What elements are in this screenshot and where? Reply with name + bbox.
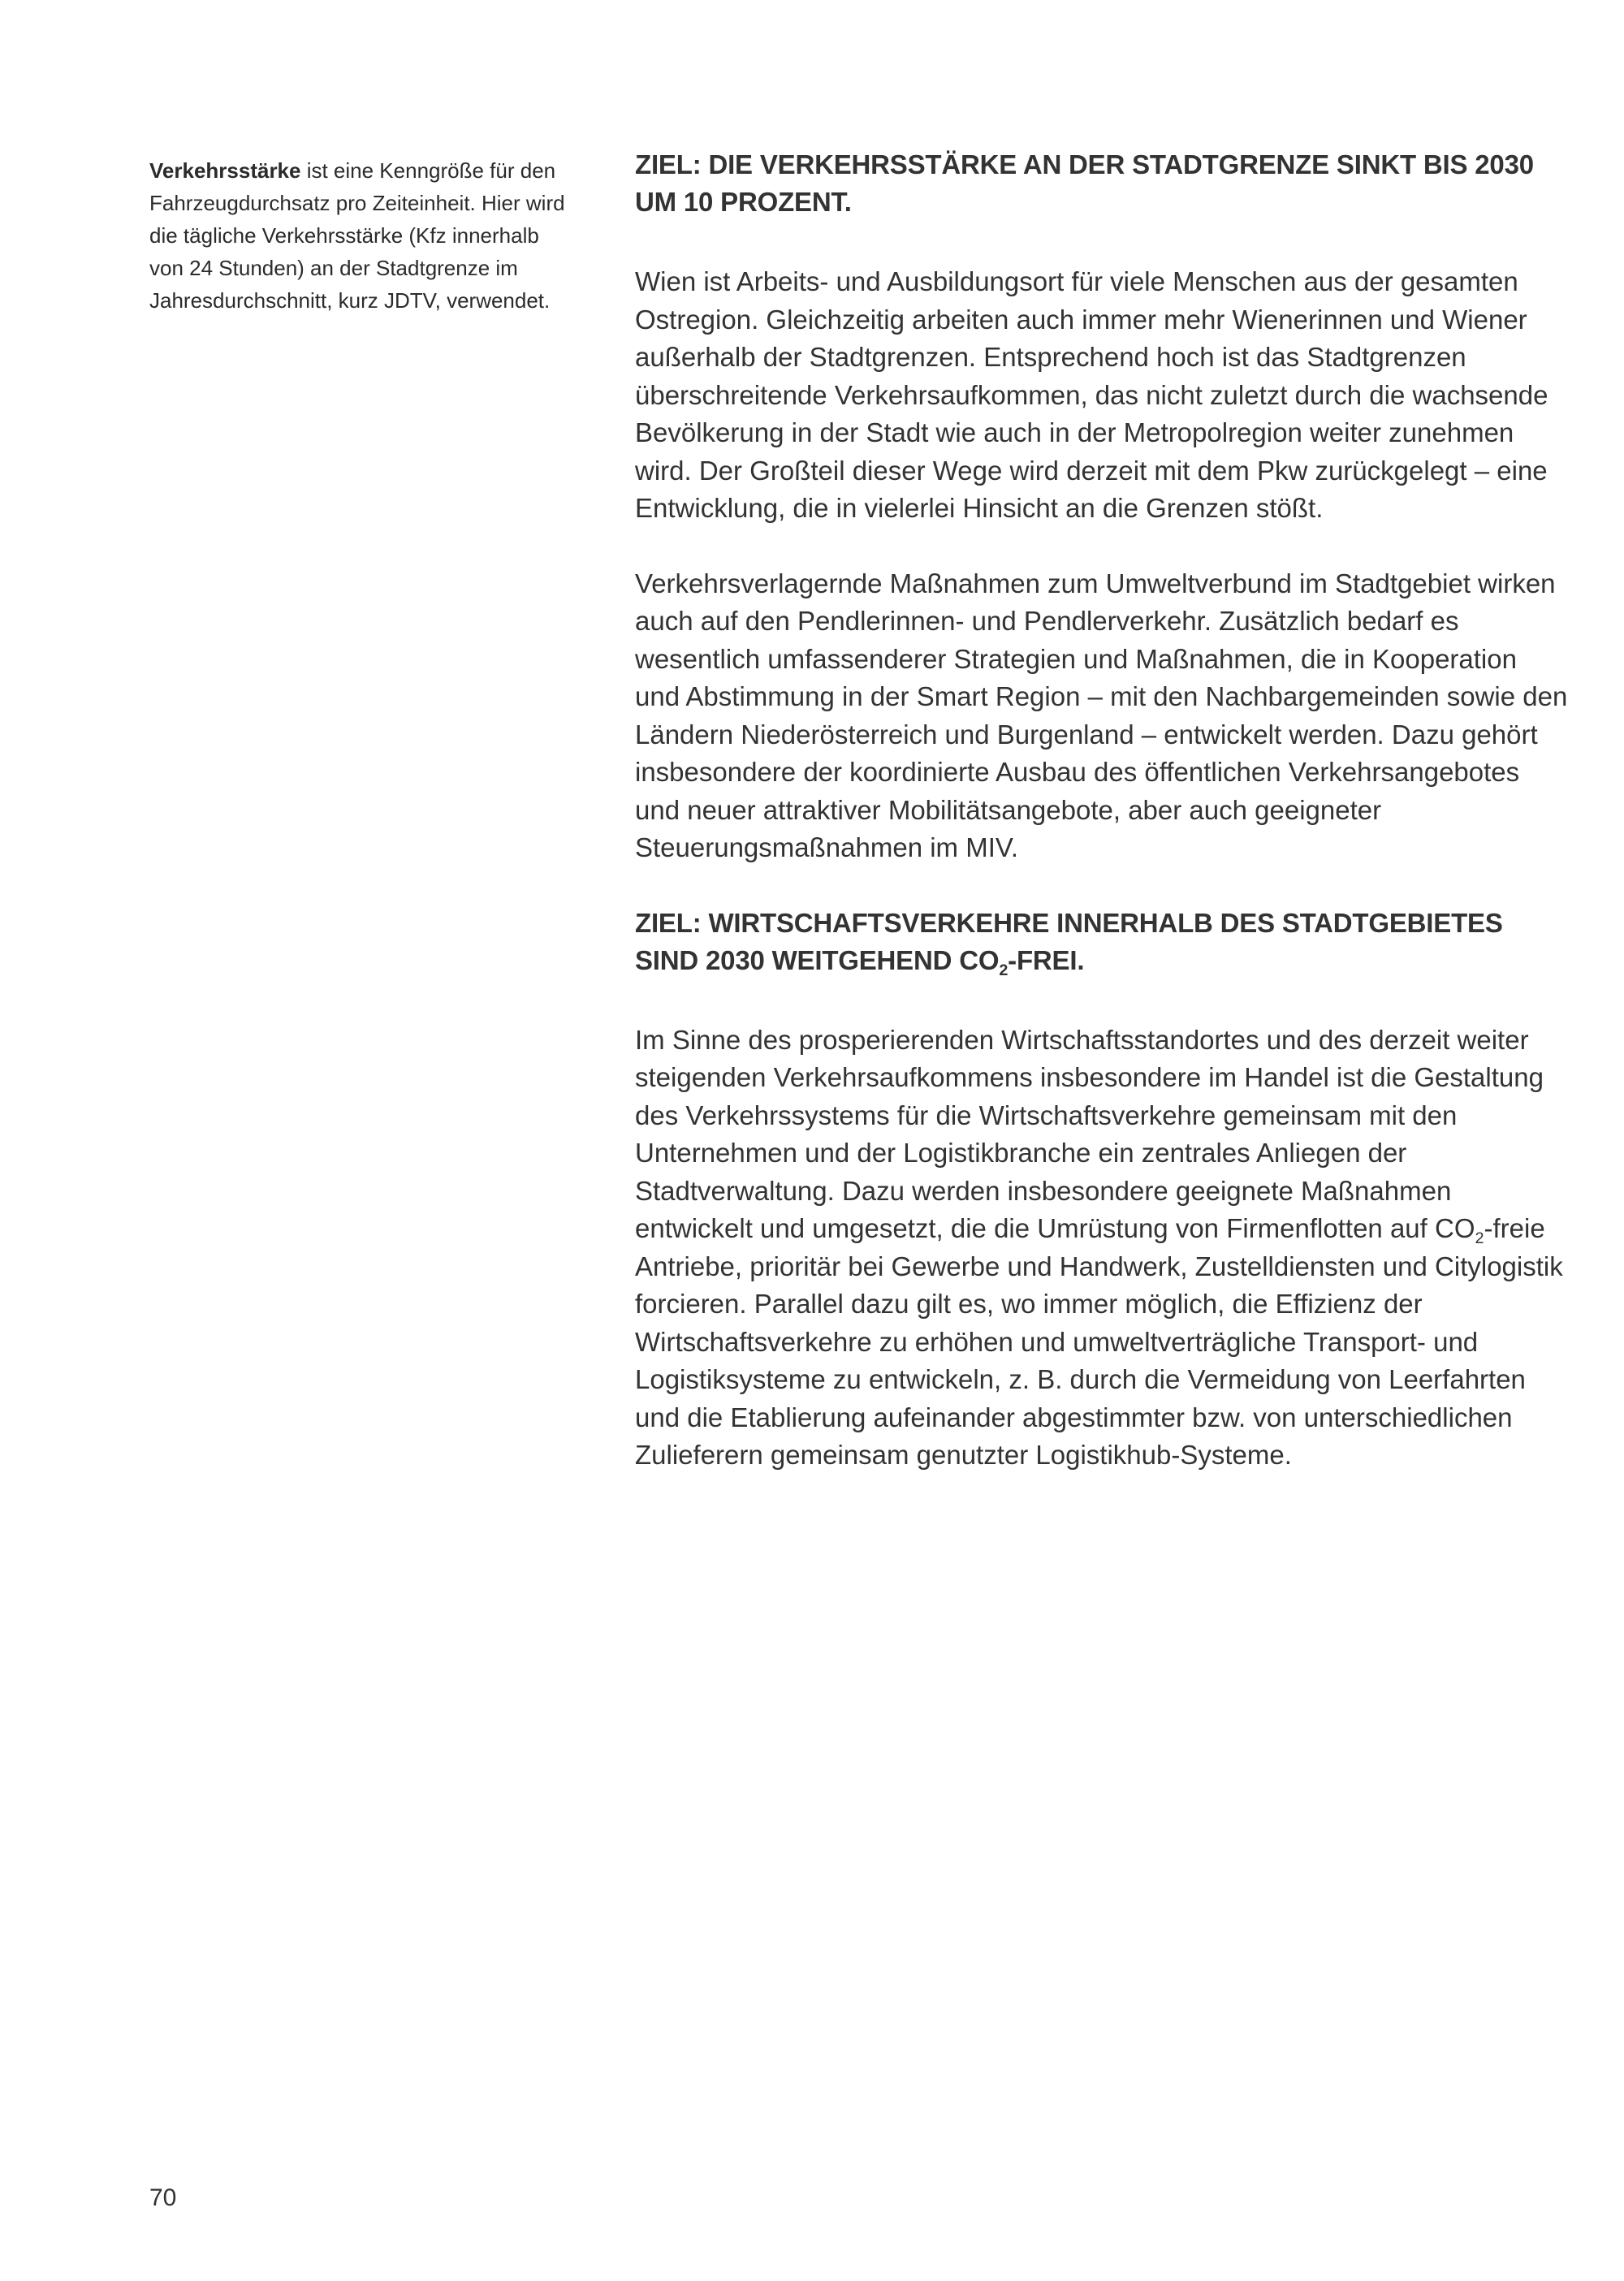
section1-heading: ZIEL: DIE VERKEHRSSTÄRKE AN DER STADTGRENZE SINKT BIS 2030 UM 10 PROZENT. — [635, 149, 1534, 217]
section2-heading-text: ZIEL: WIRTSCHAFTSVERKEHRE INNERHALB DES STADTGEBIETES SIND 2030 WEITGEHEND CO — [635, 907, 1503, 975]
section2-paragraph-suffix: -freie Antriebe, prioritär bei Gewerbe und Handwerk, Zustelldiensten und Citylogistik forcieren. Parallel dazu gilt es, wo immer möglich, die Effizienz der Wirtschaftsverkehre zu erhöhen und umweltverträgliche Transport- und Logistiksysteme zu entwickeln, z. B. durch die Vermeidung von Leerfahrten und die Etablierung aufeinander abgestimmter bzw. von unterschiedlichen Zulieferern gemeinsam genutzter Logistikhub-Systeme. — [635, 1213, 1563, 1470]
page-number: 70 — [149, 2184, 177, 2211]
sidenote-text: ist eine Kenngröße für den Fahrzeugdurchsatz pro Zeiteinheit. Hier wird die tägliche Verkehrsstärke (Kfz innerhalb von 24 Stunden) an der Stadtgrenze im Jahresdurchschnitt, kurz JDTV, verwendet. — [149, 158, 565, 313]
section2-heading-suffix: -FREI. — [1008, 944, 1085, 975]
section2-paragraph-subscript: 2 — [1475, 1229, 1484, 1247]
main-content — [635, 146, 1569, 1512]
section2-heading — [635, 905, 1569, 979]
section1-paragraph1: Wien ist Arbeits- und Ausbildungsort für viele Menschen aus der gesamten Ostregion. Gleichzeitig arbeiten auch immer mehr Wienerinnen und Wiener außerhalb der Stadtgrenzen. Entsprechend hoch ist das Stadtgrenzen überschreitende Verkehrsaufkommen, das nicht zuletzt durch die wachsende Bevölkerung in der Stadt wie auch in der Metropolregion weiter zunehmen wird. Der Großteil dieser Wege wird derzeit mit dem Pkw zurückgelegt – eine Entwicklung, die in vielerlei Hinsicht an die Grenzen stößt. — [635, 266, 1548, 523]
section2-paragraph-text: Im Sinne des prosperierenden Wirtschaftsstandortes und des derzeit weiter steigenden Verkehrsaufkommens insbesondere im Handel ist die Gestaltung des Verkehrssystems für die Wirtschaftsverkehre gemeinsam mit den Unternehmen und der Logistikbranche ein zentrales Anliegen der Stadtverwaltung. Dazu werden insbesondere geeignete Maßnahmen entwickelt und umgesetzt, die die Umrüstung von Firmenflotten auf CO — [635, 1024, 1544, 1243]
sidenote-term: Verkehrsstärke — [149, 158, 301, 183]
sidenote-definition — [149, 154, 572, 317]
section2-paragraph — [635, 1022, 1569, 1475]
section1-paragraph2: Verkehrsverlagernde Maßnahmen zum Umweltverbund im Stadtgebiet wirken auch auf den Pendlerinnen- und Pendlerverkehr. Zusätzlich bedarf es wesentlich umfassenderer Strategien und Maßnahmen, die in Kooperation und Abstimmung in der Smart Region – mit den Nachbargemeinden sowie den Ländern Niederösterreich und Burgenland – entwickelt werden. Dazu gehört insbesondere der koordinierte Ausbau des öffentlichen Verkehrsangebotes und neuer attraktiver Mobilitätsangebote, aber auch geeigneter Steuerungsmaßnahmen im MIV. — [635, 568, 1568, 862]
section2-heading-subscript: 2 — [999, 961, 1009, 979]
